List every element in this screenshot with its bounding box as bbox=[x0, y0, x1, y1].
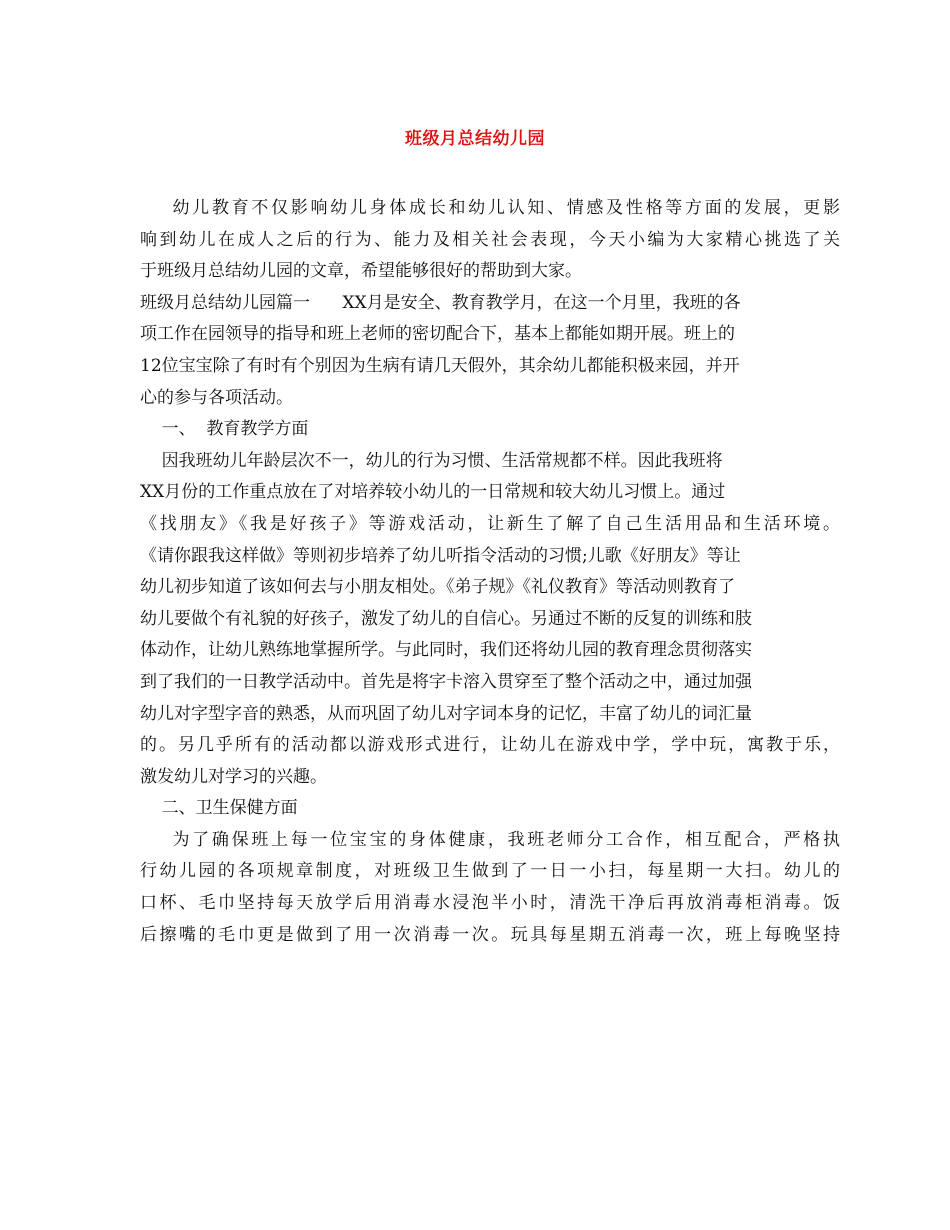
text-line: 行幼儿园的各项规章制度，对班级卫生做到了一日一小扫，每星期一大扫。幼儿的 bbox=[140, 861, 840, 882]
text-line: 班级月总结幼儿园篇一 XX月是安全、教育教学月，在这一个月里，我班的各 bbox=[140, 292, 741, 313]
text-line: 于班级月总结幼儿园的文章，希望能够很好的帮助到大家。 bbox=[140, 261, 582, 282]
text-line: 幼儿教育不仅影响幼儿身体成长和幼儿认知、情感及性格等方面的发展，更影 bbox=[140, 198, 840, 218]
text-line: 的。另几乎所有的活动都以游戏形式进行，让幼儿在游戏中学，学中玩，寓教于乐， bbox=[140, 735, 840, 756]
text-line: 幼儿要做个有礼貌的好孩子，激发了幼儿的自信心。另通过不断的反复的训练和肢 bbox=[140, 608, 752, 629]
document-title: 班级月总结幼儿园 bbox=[405, 129, 545, 149]
text-line: 幼儿初步知道了该如何去与小朋友相处。《弟子规》《礼仪教育》等活动则教育了 bbox=[140, 577, 735, 598]
text-line: 口杯、毛巾坚持每天放学后用消毒水浸泡半小时，清洗干净后再放消毒柜消毒。饭 bbox=[140, 893, 840, 914]
text-line: 为了确保班上每一位宝宝的身体健康，我班老师分工合作，相互配合，严格执 bbox=[140, 829, 840, 850]
text-line: 项工作在园领导的指导和班上老师的密切配合下，基本上都能如期开展。班上的 bbox=[140, 324, 735, 345]
text-line: 幼儿对字型字音的熟悉，从而巩固了幼儿对字词本身的记忆，丰富了幼儿的词汇量 bbox=[140, 703, 752, 724]
text-line: 12位宝宝除了有时有个别因为生病有请几天假外，其余幼儿都能积极来园，并开 bbox=[140, 355, 740, 376]
text-line: 二、卫生保健方面 bbox=[140, 798, 298, 819]
text-line: 响到幼儿在成人之后的行为、能力及相关社会表现，今天小编为大家精心挑选了关 bbox=[140, 229, 840, 250]
text-line: 心的参与各项活动。 bbox=[140, 387, 293, 408]
text-line: 激发幼儿对学习的兴趣。 bbox=[140, 766, 327, 787]
text-line: 到了我们的一日教学活动中。首先是将字卡溶入贯穿至了整个活动之中，通过加强 bbox=[140, 671, 752, 692]
text-line: XX月份的工作重点放在了对培养较小幼儿的一日常规和较大幼儿习惯上。通过 bbox=[140, 482, 726, 503]
text-line: 体动作，让幼儿熟练地掌握所学。与此同时，我们还将幼儿园的教育理念贯彻落实 bbox=[140, 640, 752, 661]
text-line: 后擦嘴的毛巾更是做到了用一次消毒一次。玩具每星期五消毒一次，班上每晚坚持 bbox=[140, 924, 840, 945]
text-line: 一、 教育教学方面 bbox=[140, 419, 309, 440]
document-body bbox=[140, 193, 840, 951]
text-line: 《找朋友》《我是好孩子》等游戏活动，让新生了解了自己生活用品和生活环境。 bbox=[140, 513, 840, 534]
text-line: 因我班幼儿年龄层次不一，幼儿的行为习惯、生活常规都不样。因此我班将 bbox=[140, 450, 723, 471]
text-line: 《请你跟我这样做》等则初步培养了幼儿听指令活动的习惯;儿歌《好朋友》等让 bbox=[140, 545, 741, 566]
